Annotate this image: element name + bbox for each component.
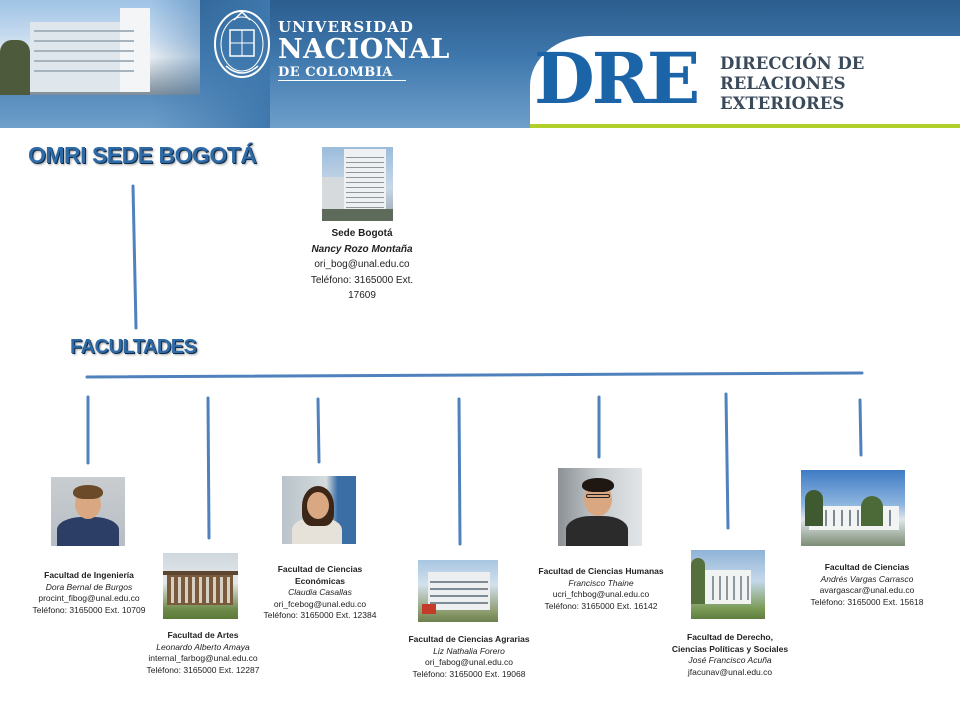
university-line1: UNIVERSIDAD: [278, 18, 414, 36]
faculty-email: ucri_fchbog@unal.edu.co: [552, 589, 650, 599]
economicas-contact-photo: [282, 476, 356, 544]
wordmark-divider: [278, 80, 406, 81]
sede-phone: Teléfono: 3165000 Ext.: [310, 274, 414, 286]
artes-building-photo: [163, 553, 238, 619]
faculty-title: Facultad de Artes: [167, 630, 239, 640]
faculty-title-cont: Ciencias Políticas y Sociales: [671, 643, 789, 654]
faculty-email: internal_farbog@unal.edu.co: [148, 653, 258, 663]
faculty-contact-name: Francisco Thaine: [568, 577, 634, 588]
sede-building-photo: [322, 147, 393, 221]
connector-agrarias: [459, 399, 460, 544]
faculty-phone: Teléfono: 3165000 Ext. 16142: [544, 600, 658, 611]
university-seal-icon: [212, 8, 272, 86]
faculty-phone: Teléfono: 3165000 Ext. 12384: [263, 610, 377, 620]
sede-title: Sede Bogotá: [331, 228, 393, 239]
faculty-contact-name: Andrés Vargas Carrasco: [820, 573, 914, 584]
faculty-email: jfacunav@unal.edu.co: [687, 666, 773, 677]
faculty-title: Facultad de Ciencias: [824, 562, 910, 572]
facultades-title: FACULTADES: [70, 336, 197, 358]
faculty-phone: Teléfono: 3165000 Ext. 19068: [412, 668, 526, 679]
dre-title-line: RELACIONES: [720, 74, 846, 93]
faculty-title: Facultad de Ciencias: [277, 564, 363, 574]
faculty-contact-name: Liz Nathalia Forero: [433, 645, 505, 656]
omri-title: OMRI SEDE BOGOTÁ: [28, 142, 257, 168]
faculty-title: Facultad de Ingeniería: [44, 570, 134, 580]
dre-title-line: EXTERIORES: [720, 94, 845, 113]
faculty-email: procint_fibog@unal.edu.co: [38, 593, 140, 603]
agrarias-building-photo: [418, 560, 498, 622]
faculty-contact-name: José Francisco Acuña: [688, 655, 772, 665]
university-wordmark: [278, 20, 450, 79]
sede-contact-name: Nancy Rozo Montaña: [311, 243, 413, 255]
faculty-phone: Teléfono: 3165000 Ext. 12287: [146, 664, 260, 675]
dre-accent-line: [530, 124, 960, 128]
connector-horizontal: [87, 373, 862, 377]
ingenieria-contact-photo: [51, 477, 125, 546]
dre-title: [720, 54, 864, 114]
humanas-contact-photo: [558, 468, 642, 546]
faculty-caption-ingenieria: [14, 570, 164, 616]
faculty-caption-artes: [128, 630, 278, 676]
connector-artes: [208, 398, 209, 538]
connector-economicas: [318, 399, 319, 462]
faculty-caption-agrarias: [394, 634, 544, 680]
connector-ciencias: [860, 400, 861, 455]
faculty-contact-name: Leonardo Alberto Amaya: [156, 641, 250, 652]
university-line3: DE COLOMBIA: [278, 65, 393, 80]
header-banner: [0, 0, 960, 128]
faculty-caption-ciencias: [790, 562, 944, 608]
university-line2: NACIONAL: [278, 34, 450, 65]
connector-omri: [133, 186, 136, 328]
faculty-phone: Teléfono: 3165000 Ext. 10709: [32, 604, 146, 615]
faculty-phone: Teléfono: 3165000 Ext. 15618: [810, 596, 924, 607]
ciencias-building-photo: [801, 470, 905, 546]
connector-derecho: [726, 394, 728, 528]
faculty-caption-economicas: [250, 564, 390, 622]
faculty-caption-derecho: [650, 632, 810, 678]
sede-phone-ext: 17609: [348, 290, 376, 301]
dre-title-line: DIRECCIÓN DE: [720, 54, 865, 73]
sede-caption: [290, 226, 434, 304]
derecho-building-photo: [691, 550, 765, 619]
faculty-email: avargascar@unal.edu.co: [819, 585, 915, 595]
faculty-contact-name: Dora Bernal de Burgos: [45, 581, 133, 592]
faculty-title-cont: Económicas: [294, 575, 346, 586]
faculty-email: ori_fcebog@unal.edu.co: [273, 598, 367, 609]
faculty-title: Facultad de Derecho,: [687, 632, 773, 642]
sede-email: ori_bog@unal.edu.co: [314, 259, 410, 270]
faculty-email: ori_fabog@unal.edu.co: [424, 657, 514, 667]
faculty-title: Facultad de Ciencias Humanas: [538, 566, 664, 576]
faculty-title: Facultad de Ciencias Agrarias: [408, 634, 530, 644]
faculty-contact-name: Claudia Casallas: [288, 587, 352, 597]
faculty-caption-humanas: [526, 566, 676, 612]
dre-logo: DRE: [534, 37, 698, 120]
